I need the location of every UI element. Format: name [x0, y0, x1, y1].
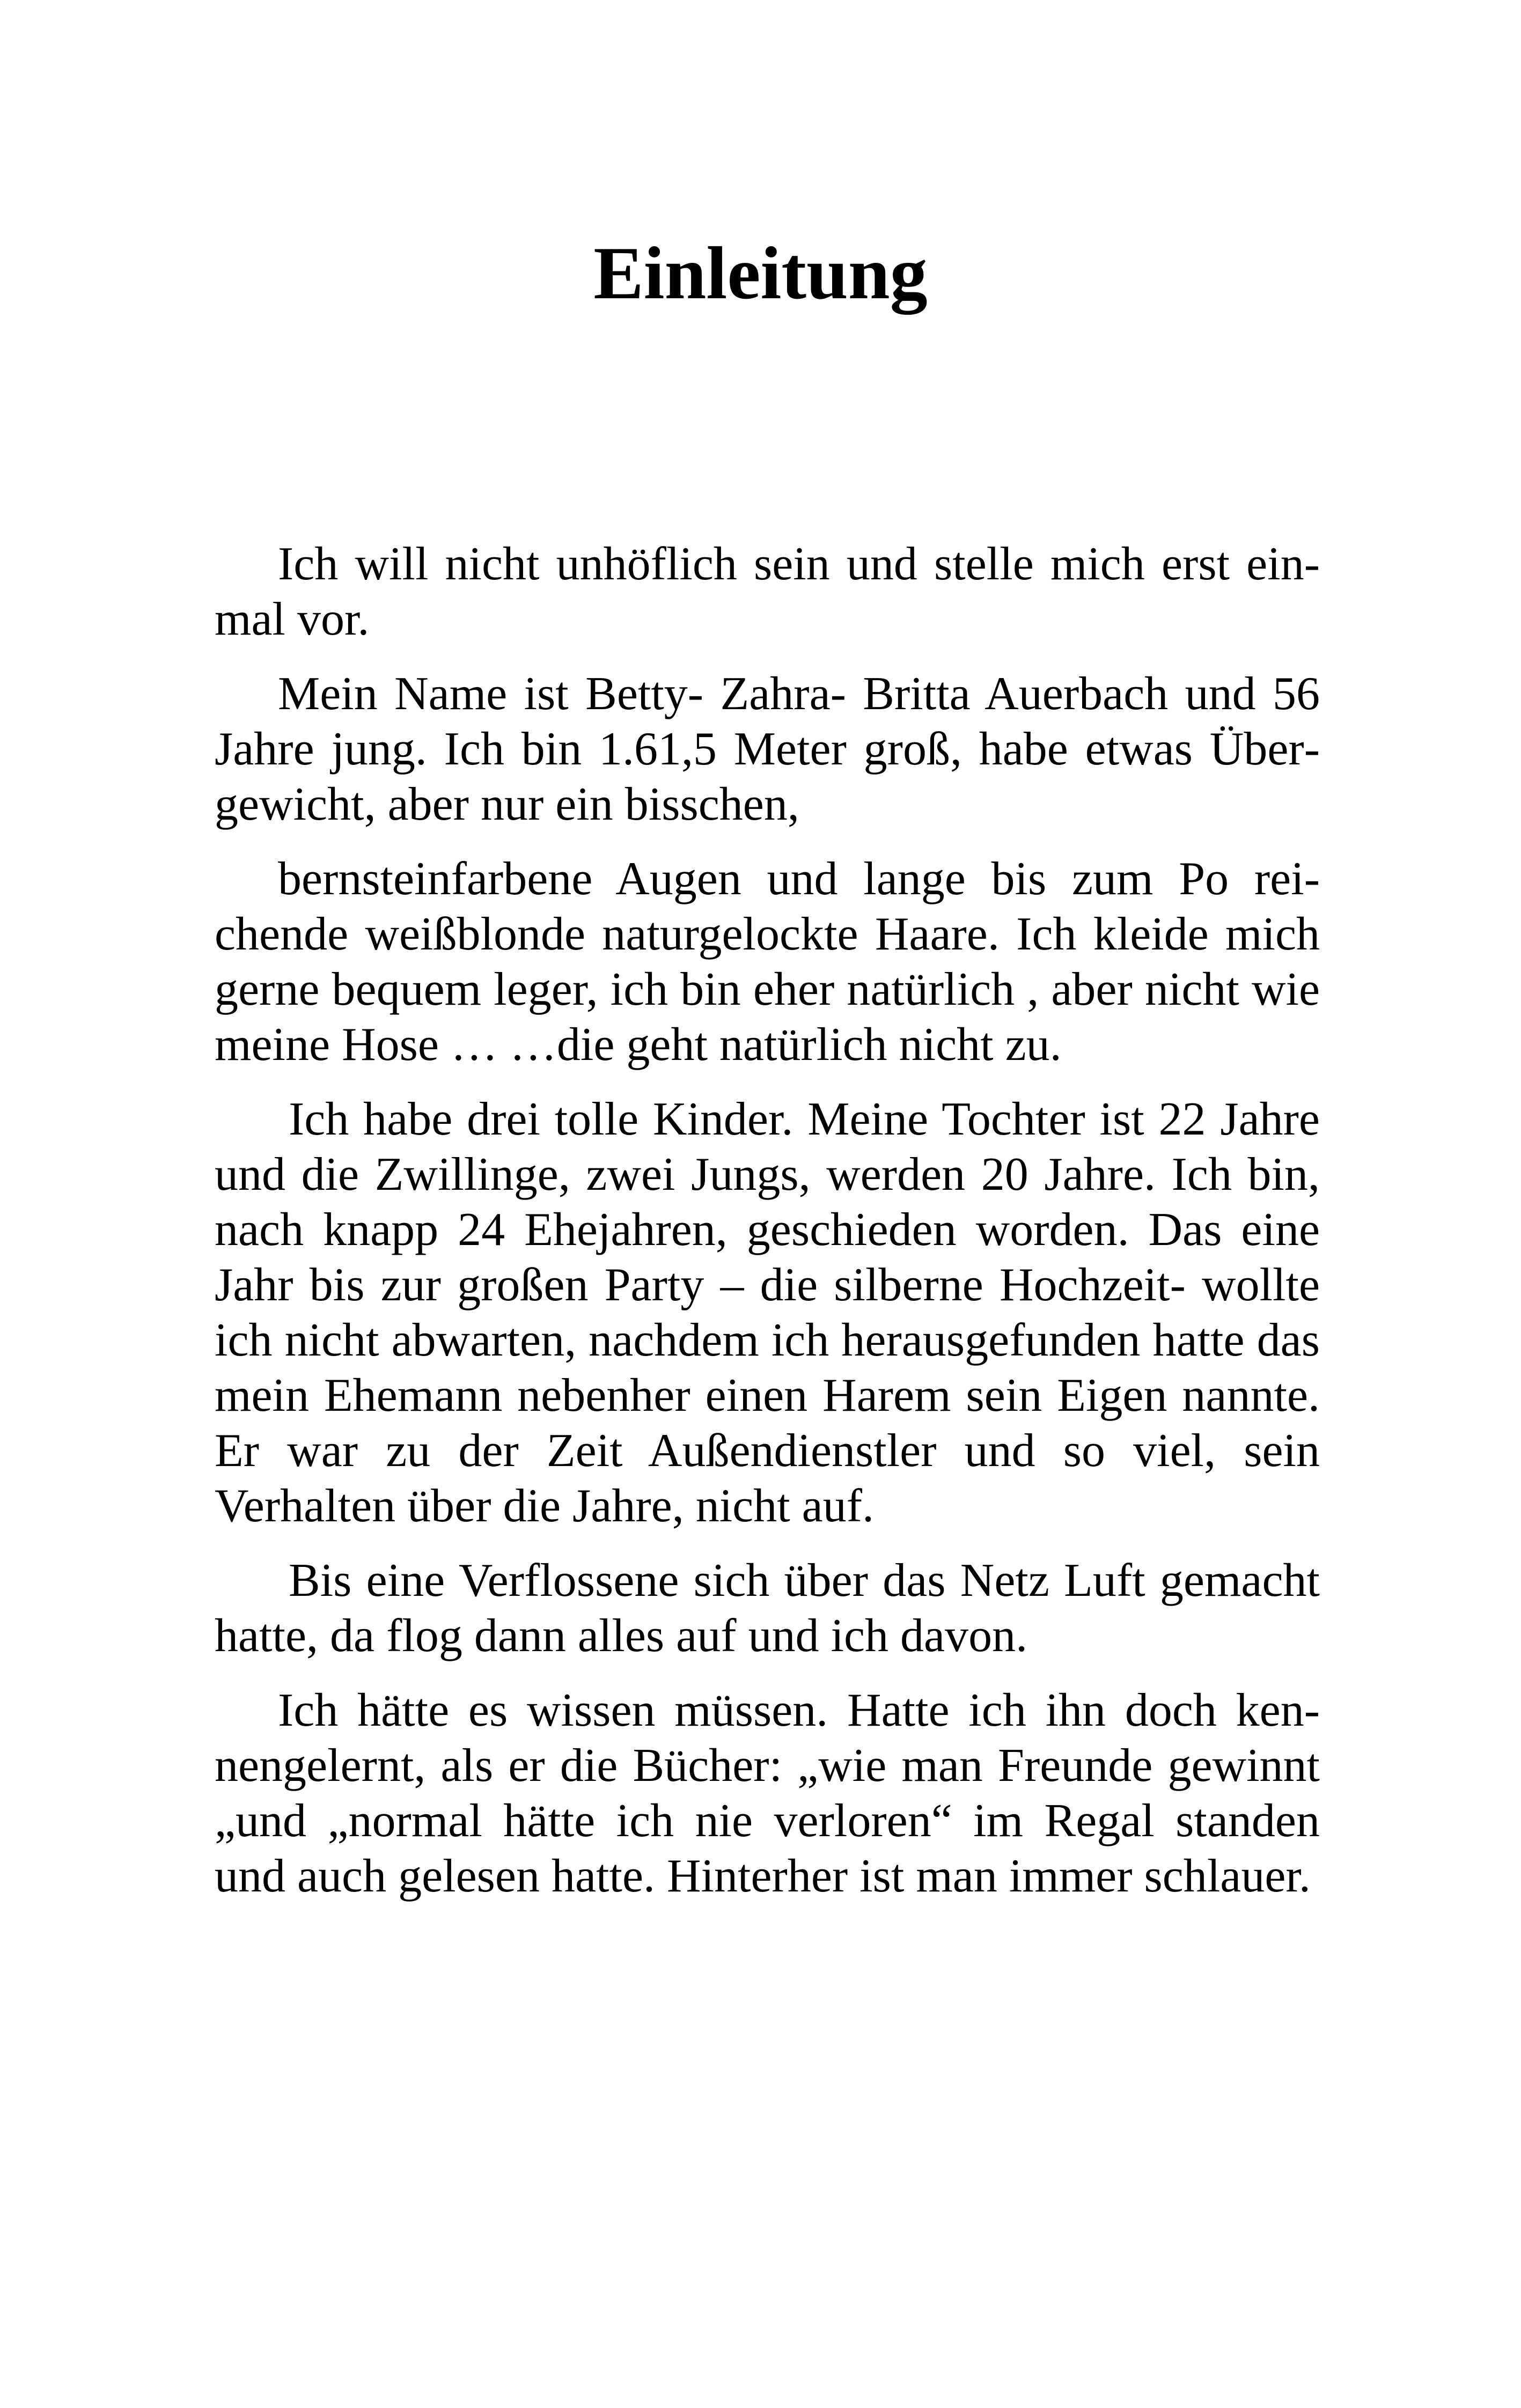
paragraph-eyes-and-hair: bernsteinfarbene Augen und lange bis zum Po reichende weißblonde naturgelockte Haare. Ich kleide mich gerne bequem leger, ich bin eher natürlich , aber nicht wie meine Hose … …die geht natürlich nicht zu. [215, 853, 1320, 1071]
paragraph-family: Ich habe drei tolle Kinder. Meine Tochter ist 22 Jahre und die Zwillinge, zwei Jungs, werden 20 Jahre. Ich bin, nach knapp 24 Ehejahren, geschieden worden. Das eine Jahr bis zur großen Party – die silberne Hochzeit- wollte ich nicht abwarten, nachdem ich herausgefunden hatte das mein Ehemann nebenher einen Harem sein Eigen nannte. Er war zu der Zeit Außendienstler und so viel, sein Verhalten über die Jahre, nicht auf. [215, 1093, 1320, 1532]
chapter-body [215, 536, 1320, 1923]
paragraph-hindsight: Ich hätte es wissen müssen. Hatte ich ihn doch kennengelernt, als er die Bücher: „wie man Freunde gewinnt „und „normal hätte ich nie verloren“ im Regal standen und auch gelesen hatte. Hinterher ist man immer schlauer. [215, 1684, 1320, 1902]
paragraph-introduction: Ich will nicht unhöflich sein und stelle mich erst einmal vor. [215, 538, 1320, 645]
paragraph-name-and-appearance: Mein Name ist Betty- Zahra- Britta Auerbach und 56 Jahre jung. Ich bin 1.61,5 Meter groß, habe etwas Übergewicht, aber nur ein bisschen, [215, 668, 1320, 830]
paragraph-discovery: Bis eine Verflossene sich über das Netz Luft gemacht hatte, da flog dann alles auf und ich davon. [215, 1555, 1320, 1662]
chapter-title: Einleitung [593, 232, 928, 315]
